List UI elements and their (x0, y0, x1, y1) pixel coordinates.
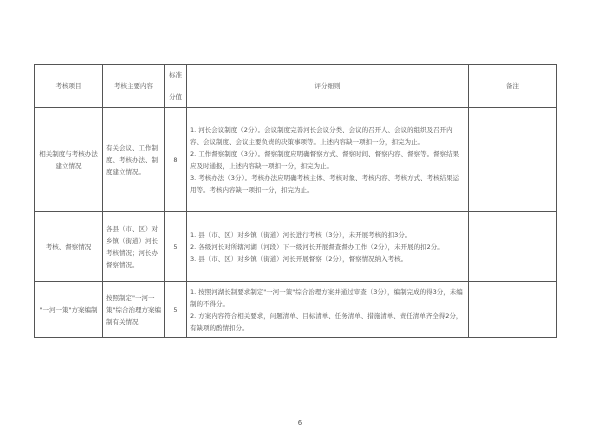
standard-line: 1. 河长会议制度（2分）。会议制度完善河长会议分类、会议的召开人、会议的组织及召开内容、会议制度、会议主要负责的决策事项等。上述内容缺一项扣一分，扣完为止。 (190, 125, 453, 146)
row-item: "一河一策"方案编制 (35, 282, 103, 338)
header-note: 备注 (469, 65, 557, 108)
row-content: 各县（市、区）对乡镇（街道）河长考核情况；河长办督察情况。 (103, 212, 165, 282)
standard-line: 2. 方案内容符合相关要求，问题清单、目标清单、任务清单、措施清单、责任清单齐全得2分，有缺项的酌情扣分。 (190, 311, 463, 332)
row-content: 按照制定"一河一策"综合治理方案编制有关情况 (103, 282, 165, 338)
assessment-table (34, 64, 557, 338)
row-score: 5 (165, 212, 187, 282)
row-score: 5 (165, 282, 187, 338)
row-standard (187, 282, 469, 338)
row-item: 相关制度与考核办法建立情况 (35, 108, 103, 212)
standard-line: 1. 按照河湖长制要求制定"一河一策"综合治理方案并通过审查（3分），编制完成的得3分，未编制的不得分。 (190, 287, 463, 308)
row-note (469, 108, 557, 212)
header-score (165, 65, 187, 108)
row-note (469, 212, 557, 282)
header-item: 考核项目 (35, 65, 103, 108)
header-score-bottom: 分值 (169, 93, 182, 101)
header-score-top: 标准 (169, 71, 182, 79)
standard-line: 2. 工作督察制度（3分）。督察制度应明确督察方式、督察时间、督察内容、督察等。督察结果应及时通报，上述内容缺一项扣一分，扣完为止。 (190, 149, 460, 170)
page-number: 6 (297, 419, 303, 427)
standard-line: 3. 县（市、区）对乡镇（街道）河长开展督察（2分），督察情况纳入考核。 (190, 254, 408, 263)
header-standard: 评分细则 (187, 65, 469, 108)
row-content: 有关会议、工作制度、考核办法、制度建立情况。 (103, 108, 165, 212)
header-row (35, 65, 557, 108)
standard-line: 3. 考核办法（3分）。考核办法应明确考核主体、考核对象、考核内容、考核方式、考核结果运用等。考核内容缺一项扣一分，扣完为止。 (190, 173, 460, 194)
header-content: 考核主要内容 (103, 65, 165, 108)
table-row (35, 212, 557, 282)
table-row (35, 108, 557, 212)
standard-line: 2. 各级河长对所辖河湖（河段）下一级河长开展督查督办工作（2分），未开展的扣2分。 (190, 242, 444, 251)
row-item: 考核、督察情况 (35, 212, 103, 282)
standard-line: 1. 县（市、区）对乡镇（街道）河长进行考核（3分），未开展考核的扣3分。 (190, 230, 412, 239)
row-note (469, 282, 557, 338)
row-score: 8 (165, 108, 187, 212)
row-standard (187, 108, 469, 212)
table-row (35, 282, 557, 338)
row-standard (187, 212, 469, 282)
